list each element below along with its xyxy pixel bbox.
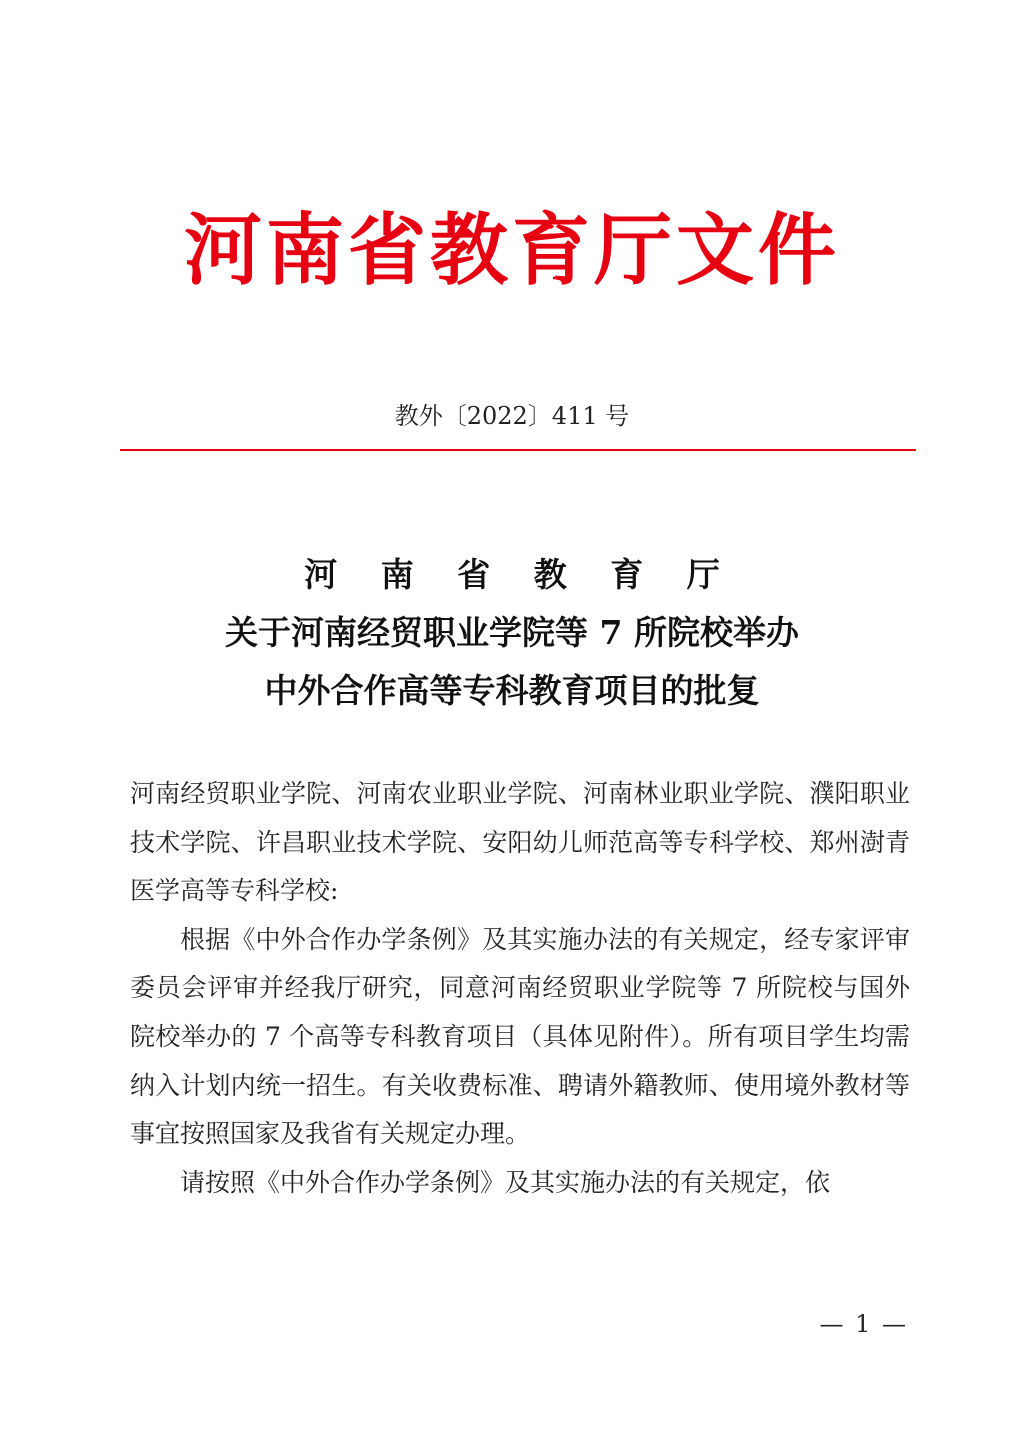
document-title [0, 546, 1024, 720]
addressee-list: 河南经贸职业学院、河南农业职业学院、河南林业职业学院、濮阳职业技术学院、许昌职业技术学院、安阳幼儿师范高等专科学校、郑州澍青医学高等专科学校: [130, 779, 910, 906]
body-paragraph-1: 根据《中外合作办学条例》及其实施办法的有关规定，经专家评审委员会评审并经我厅研究，同意河南经贸职业学院等 7 所院校与国外院校举办的 7 个高等专科教育项目（具体见附件）。所有项目学生均需纳入计划内统一招生。有关收费标准、聘请外籍教师、使用境外教材等事宜按照国家及我省有关规定办理。 [130, 924, 910, 1149]
masthead-title: 河南省教育厅文件 [183, 205, 840, 296]
title-subject-line-2: 中外合作高等专科教育项目的批复 [264, 671, 760, 710]
red-divider-line [120, 449, 916, 451]
body-paragraph-2: 请按照《中外合作办学条例》及其实施办法的有关规定，依 [180, 1167, 831, 1197]
title-issuer: 河 南 省 教 育 厅 [304, 555, 736, 594]
document-number: 教外〔2022〕411 号 [394, 402, 630, 430]
page-number: — 1 — [819, 1310, 908, 1338]
title-subject-line-1: 关于河南经贸职业学院等 7 所院校举办 [225, 613, 799, 652]
document-body [130, 770, 910, 1207]
